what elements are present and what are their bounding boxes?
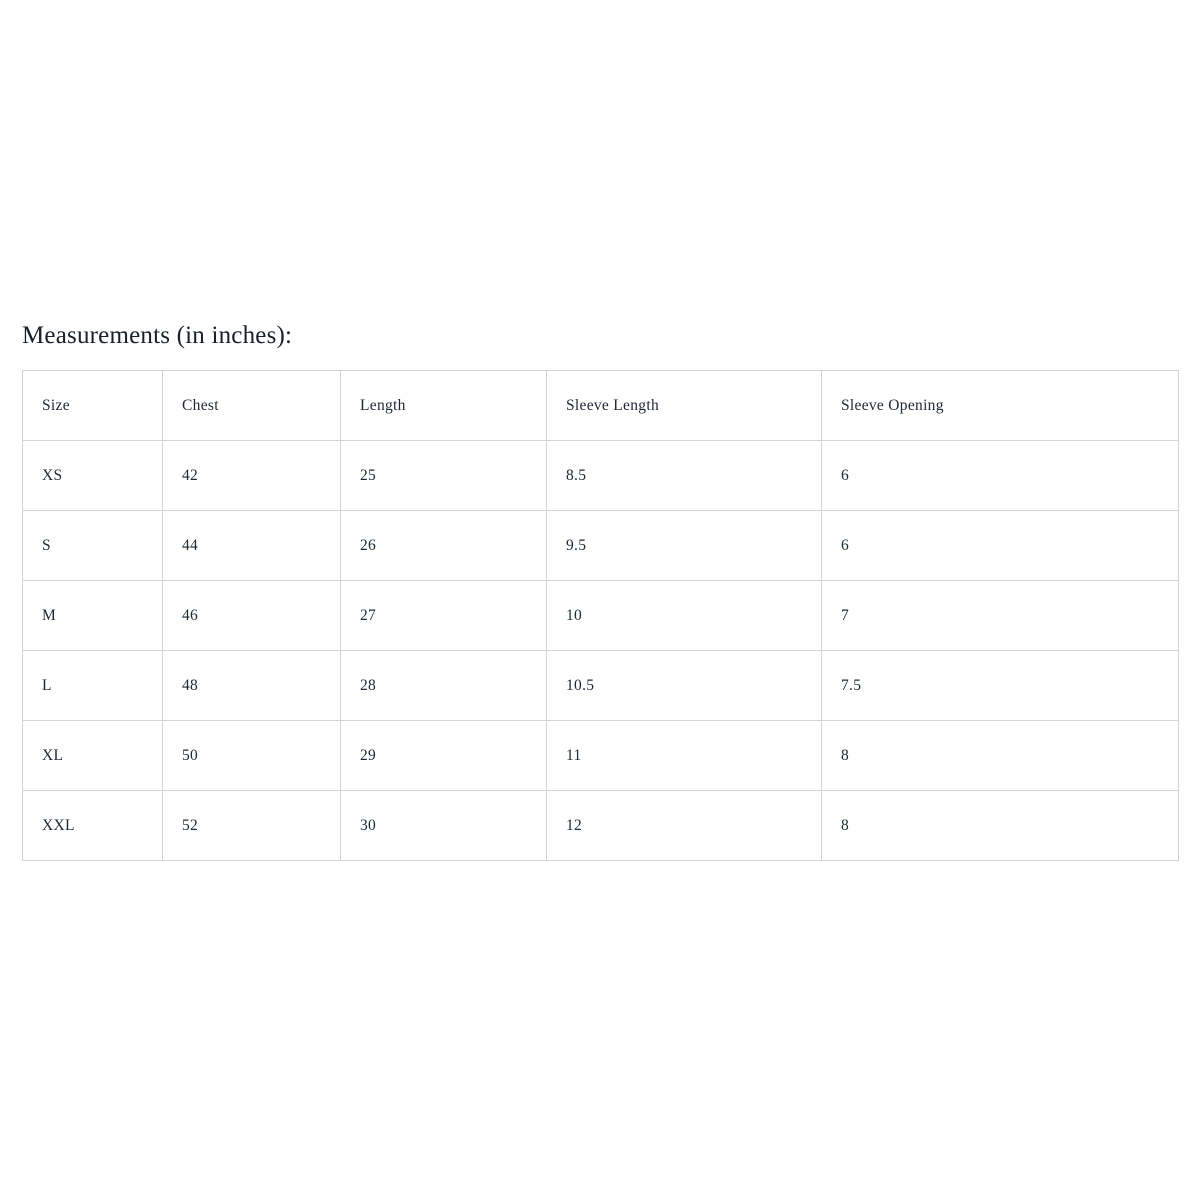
cell-sleeve-opening: 6 (822, 511, 1179, 581)
cell-chest: 48 (163, 651, 341, 721)
cell-length: 27 (341, 581, 547, 651)
table-header-row (23, 371, 1179, 441)
cell-sleeve-opening: 8 (822, 721, 1179, 791)
cell-chest: 46 (163, 581, 341, 651)
table-row (23, 441, 1179, 511)
cell-length: 28 (341, 651, 547, 721)
table-row (23, 581, 1179, 651)
cell-chest: 50 (163, 721, 341, 791)
cell-chest: 52 (163, 791, 341, 861)
cell-length: 25 (341, 441, 547, 511)
measurements-table-container (22, 370, 1178, 861)
cell-sleeve-length: 12 (547, 791, 822, 861)
page-title: Measurements (in inches): (22, 322, 293, 349)
table-header (23, 371, 1179, 441)
cell-size: XS (23, 441, 163, 511)
cell-chest: 44 (163, 511, 341, 581)
table-body (23, 441, 1179, 861)
column-header-sleeve-opening: Sleeve Opening (822, 371, 1179, 441)
table-row (23, 651, 1179, 721)
cell-sleeve-length: 11 (547, 721, 822, 791)
cell-length: 30 (341, 791, 547, 861)
cell-size: XL (23, 721, 163, 791)
cell-sleeve-opening: 6 (822, 441, 1179, 511)
column-header-chest: Chest (163, 371, 341, 441)
column-header-length: Length (341, 371, 547, 441)
cell-length: 26 (341, 511, 547, 581)
cell-sleeve-opening: 8 (822, 791, 1179, 861)
cell-length: 29 (341, 721, 547, 791)
column-header-sleeve-length: Sleeve Length (547, 371, 822, 441)
cell-size: S (23, 511, 163, 581)
column-header-size: Size (23, 371, 163, 441)
table-row (23, 721, 1179, 791)
cell-sleeve-opening: 7.5 (822, 651, 1179, 721)
cell-size: L (23, 651, 163, 721)
cell-sleeve-length: 10.5 (547, 651, 822, 721)
cell-size: XXL (23, 791, 163, 861)
cell-sleeve-length: 9.5 (547, 511, 822, 581)
table-row (23, 511, 1179, 581)
cell-chest: 42 (163, 441, 341, 511)
cell-sleeve-length: 8.5 (547, 441, 822, 511)
cell-size: M (23, 581, 163, 651)
cell-sleeve-opening: 7 (822, 581, 1179, 651)
cell-sleeve-length: 10 (547, 581, 822, 651)
table-row (23, 791, 1179, 861)
measurements-table (22, 370, 1179, 861)
